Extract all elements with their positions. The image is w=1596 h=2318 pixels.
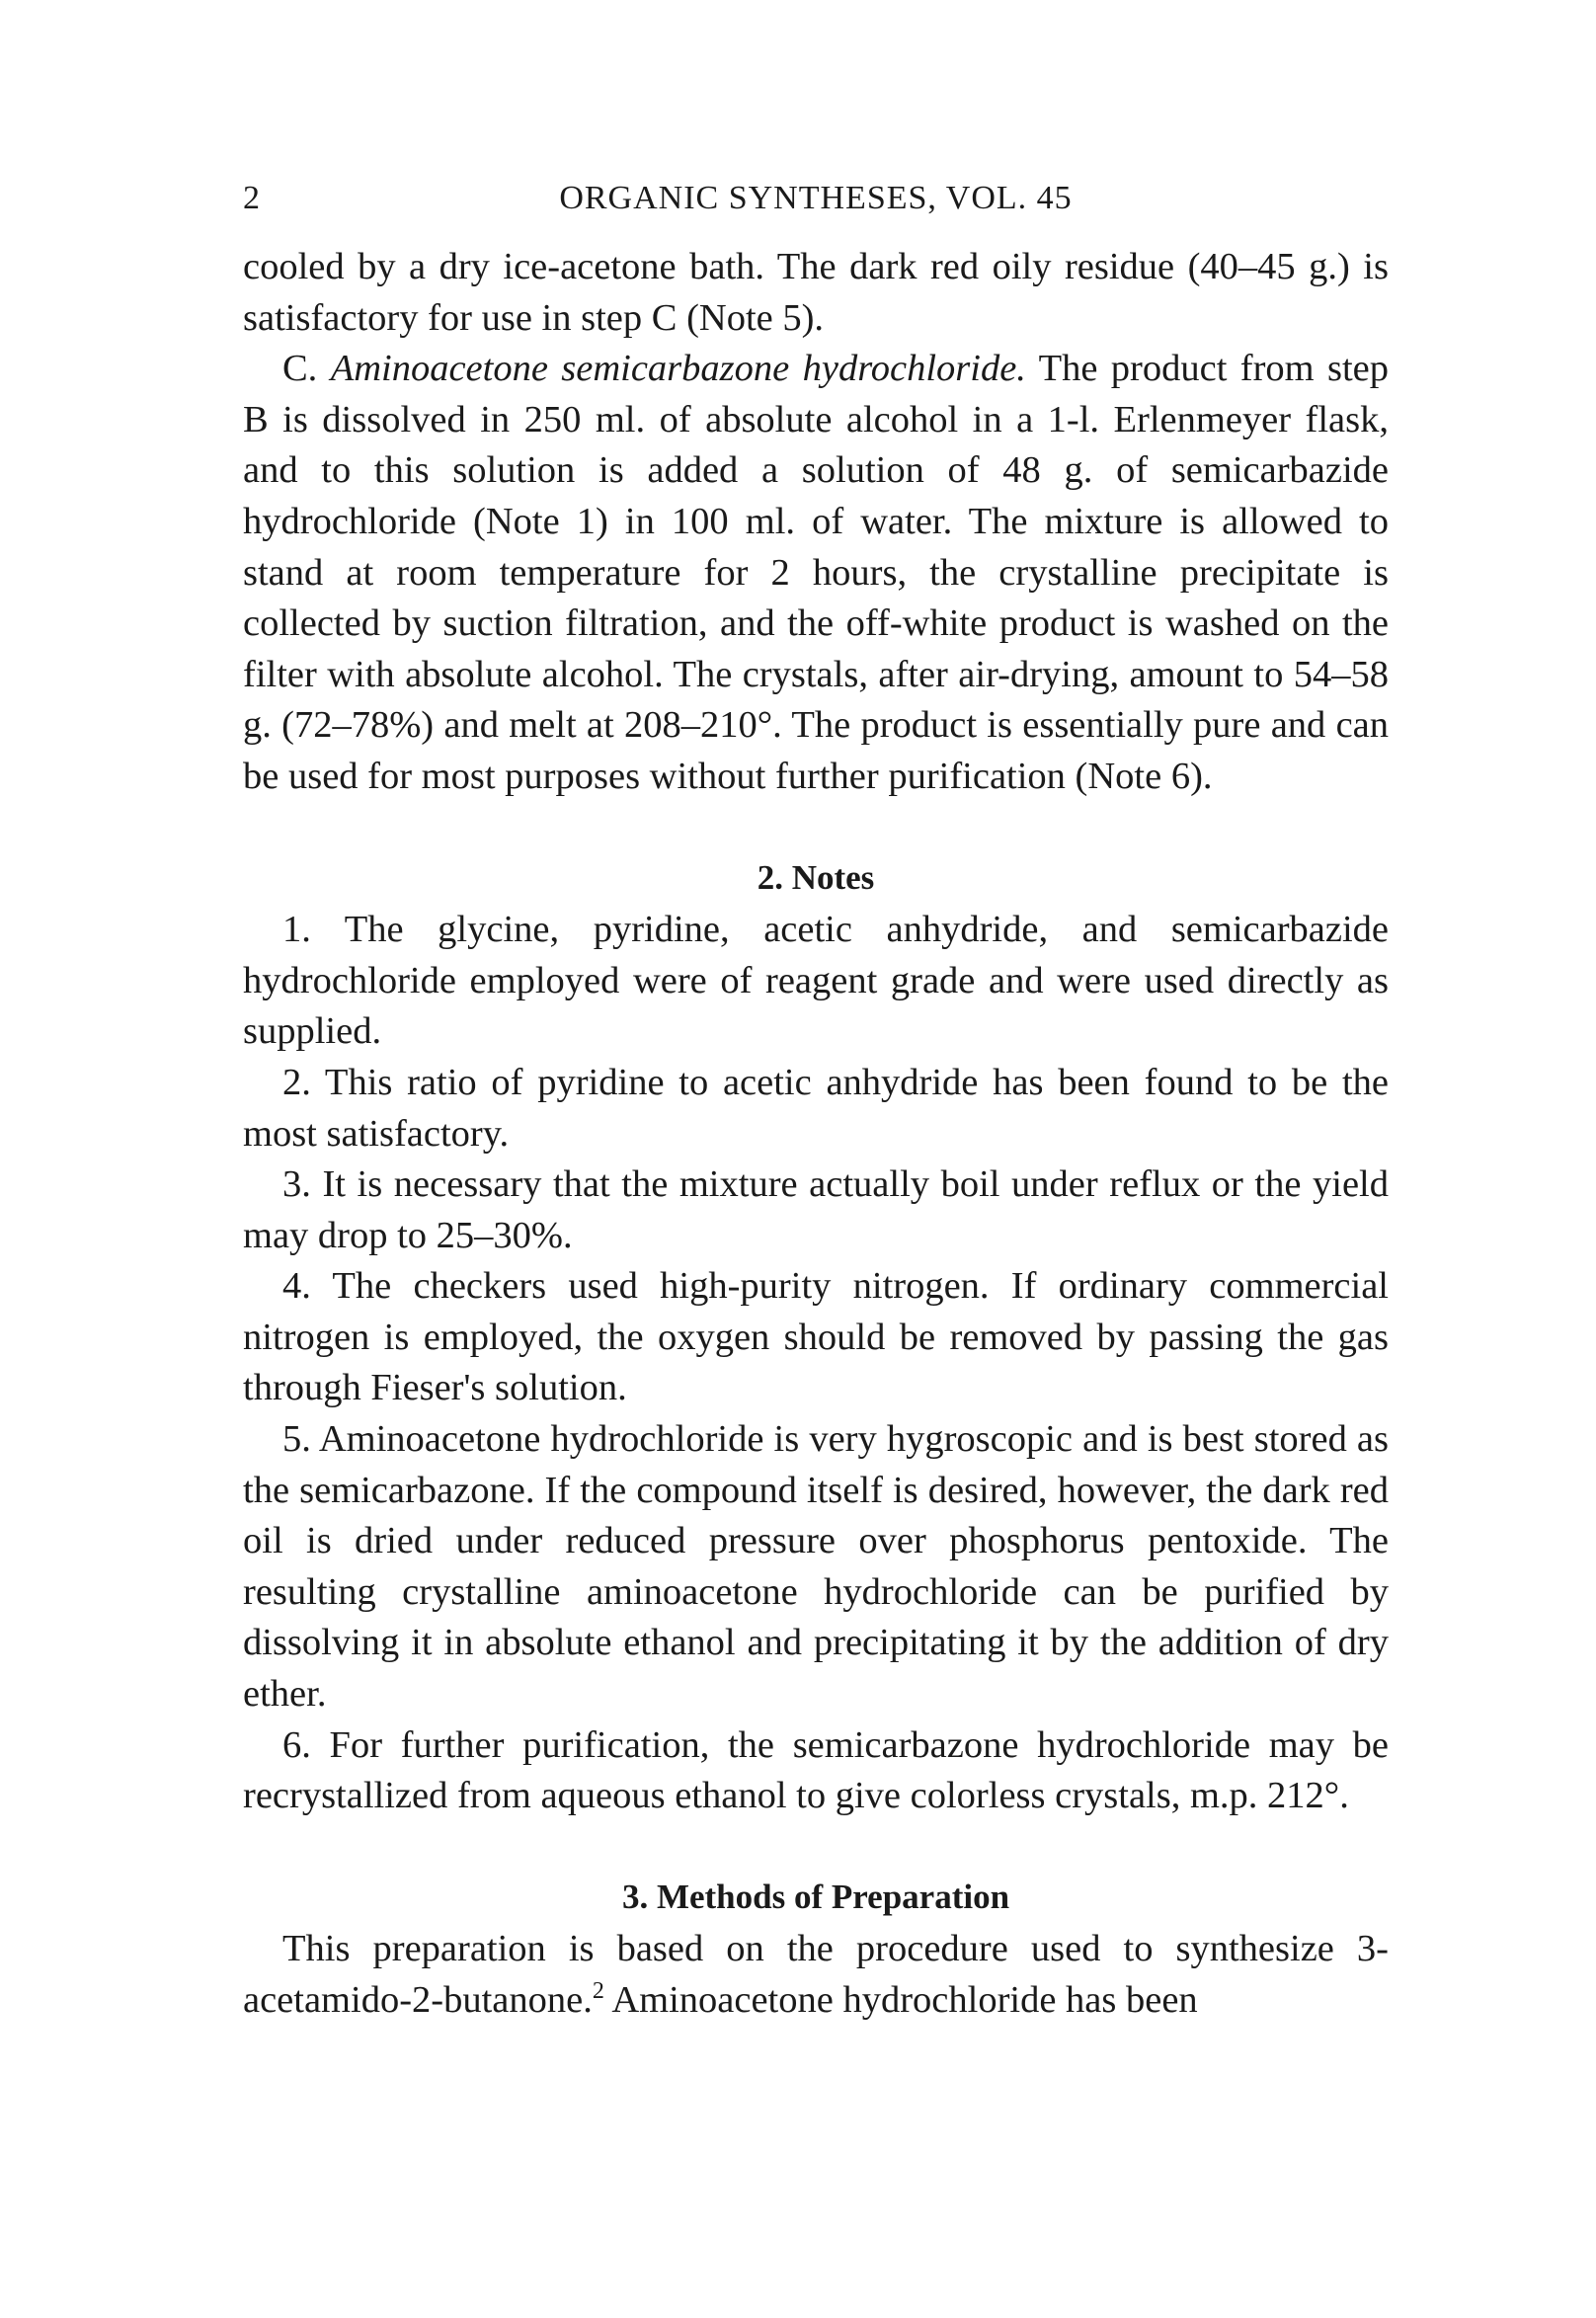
procedure-continuation: cooled by a dry ice-acetone bath. The dark red oily residue (40–45 g.) is satisfactory for use in step C (Note 5). (243, 246, 1389, 339)
note-5: 5. Aminoacetone hydrochloride is very hygroscopic and is best stored as the semicarbazone. If the compound itself is desired, however, the dark red oil is dried under reduced pressure over phosphorus pentoxide. The resulting crystalline aminoacetone hydrochloride can be purified by dissolving it in absolute ethanol and precipitating it by the addition of dry ether. (243, 1418, 1389, 1716)
methods-heading: 3. Methods of Preparation (621, 1877, 1010, 1916)
note-6: 6. For further purification, the semicarbazone hydrochloride may be recrystallized from aqueous ethanol to give colorless crystals, m.p. 212°. (243, 1723, 1389, 1817)
page-number: 2 (243, 180, 261, 216)
page-header (243, 180, 1389, 229)
step-c-text: The product from step B is dissolved in 250 ml. of absolute alcohol in a 1-l. Erlenmeyer flask, and to this solution is added a solution of 48 g. of semicarbazide hydrochloride (Note 1) in 100 ml. of water. The mixture is allowed to stand at room temperature for 2 hours, the crystalline precipitate is collected by suction filtration, and the off-white product is washed on the filter with absolute alcohol. The crystals, after air-drying, amount to 54–58 g. (72–78%) and melt at 208–210°. The product is essentially pure and can be used for most purposes without further purification (Note 6). (243, 348, 1389, 797)
step-c-paragraph (243, 344, 1389, 802)
notes-heading: 2. Notes (757, 857, 875, 897)
methods-text: This preparation is based on the procedure used to synthesize 3-acetamido-2-butanone. (243, 1928, 1389, 2021)
methods-text-continued: Aminoacetone hydrochloride has been (603, 1979, 1198, 2021)
page-body (243, 242, 1389, 2027)
step-c-label: C. (282, 348, 318, 390)
note-4: 4. The checkers used high-purity nitrogen. If ordinary commercial nitrogen is employed, the oxygen should be removed by passing the gas through Fieser's solution. (243, 1265, 1389, 1409)
methods-paragraph (243, 1924, 1389, 2026)
note-2: 2. This ratio of pyridine to acetic anhydride has been found to be the most satisfactory. (243, 1061, 1389, 1155)
step-c-title: Aminoacetone semicarbazone hydrochloride. (330, 348, 1026, 390)
running-head: ORGANIC SYNTHESES, VOL. 45 (559, 180, 1073, 216)
note-3: 3. It is necessary that the mixture actually boil under reflux or the yield may drop to 25–30%. (243, 1163, 1389, 1256)
reference-2: 2 (592, 1978, 604, 2004)
note-1: 1. The glycine, pyridine, acetic anhydride, and semicarbazide hydrochloride employed were of reagent grade and were used directly as supplied. (243, 909, 1389, 1053)
